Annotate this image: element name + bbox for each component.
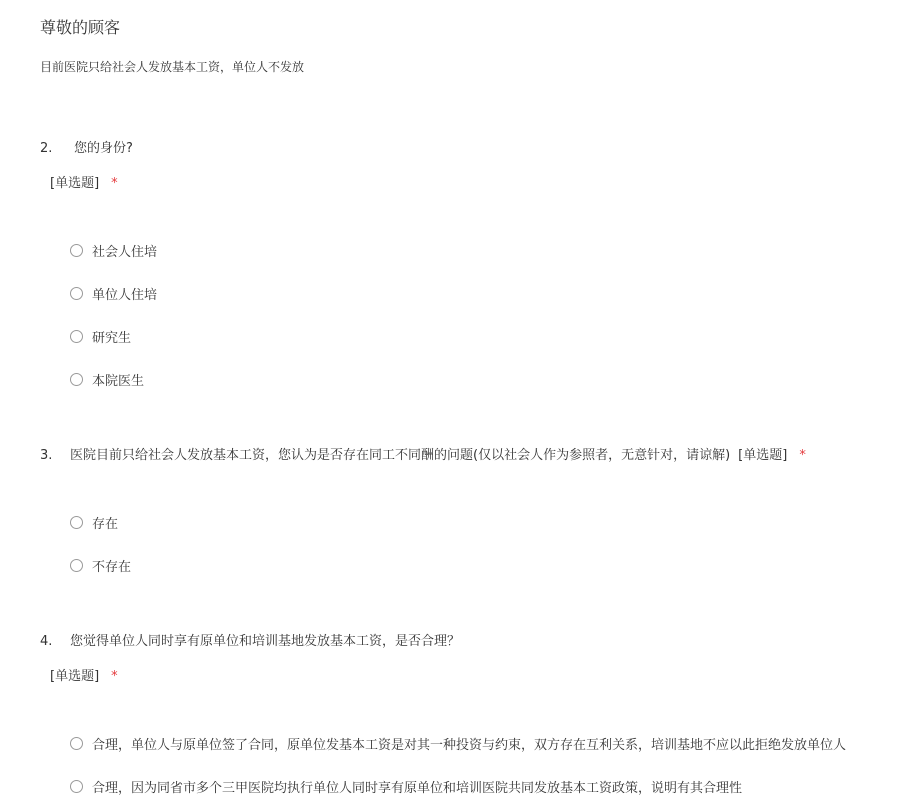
intro-text: 目前医院只给社会人发放基本工资，单位人不发放 [40, 60, 305, 74]
question-4-title [40, 630, 460, 649]
radio-button[interactable] [70, 244, 83, 257]
required-asterisk: * [111, 669, 118, 684]
question-4-type: [单选题] [50, 669, 100, 684]
radio-button[interactable] [70, 330, 83, 343]
option-graduate-student[interactable] [70, 326, 131, 346]
required-asterisk: * [111, 176, 118, 191]
question-4-text: 您觉得单位人同时享有原单位和培训基地发放基本工资，是否合理？ [70, 634, 461, 649]
option-label: 存在 [92, 516, 119, 532]
required-asterisk: * [799, 448, 806, 463]
radio-button[interactable] [70, 737, 83, 750]
option-label: 社会人住培 [92, 244, 158, 260]
page-greeting: 尊敬的顾客 [40, 18, 121, 37]
option-label: 研究生 [92, 330, 132, 346]
radio-button[interactable] [70, 559, 83, 572]
question-4-type-line [50, 665, 118, 684]
radio-button[interactable] [70, 516, 83, 529]
question-2-text: 您的身份? [74, 141, 133, 156]
option-hospital-doctor[interactable] [70, 369, 144, 389]
question-2-type-line [50, 172, 118, 191]
question-2-number: 2. [40, 141, 53, 156]
question-3-text: 医院目前只给社会人发放基本工资，您认为是否存在同工不同酬的问题(仅以社会人作为参照者，无意针对，请谅解) [70, 448, 731, 463]
option-label: 单位人住培 [92, 287, 158, 303]
option-reasonable-policy[interactable] [70, 776, 742, 796]
question-3-title [40, 444, 806, 463]
question-3-number: 3. [40, 448, 53, 463]
option-not-exists[interactable] [70, 555, 131, 575]
option-exists[interactable] [70, 512, 118, 532]
question-2-type: [单选题] [50, 176, 100, 191]
option-label: 本院医生 [92, 373, 145, 389]
radio-button[interactable] [70, 780, 83, 793]
radio-button[interactable] [70, 287, 83, 300]
question-3-type: [单选题] [738, 448, 788, 463]
option-label: 合理，单位人与原单位签了合同，原单位发基本工资是对其一种投资与约束，双方存在互利关系，培训基地不应以此拒绝发放单位人 [92, 737, 847, 753]
option-reasonable-contract[interactable] [70, 733, 900, 753]
question-2-title [40, 137, 133, 156]
option-unit-resident[interactable] [70, 283, 157, 303]
question-4-number: 4. [40, 634, 53, 649]
option-label: 合理，因为同省市多个三甲医院均执行单位人同时享有原单位和培训医院共同发放基本工资政策，说明有其合理性 [92, 780, 743, 796]
radio-button[interactable] [70, 373, 83, 386]
option-label: 不存在 [92, 559, 132, 575]
option-social-resident[interactable] [70, 240, 157, 260]
